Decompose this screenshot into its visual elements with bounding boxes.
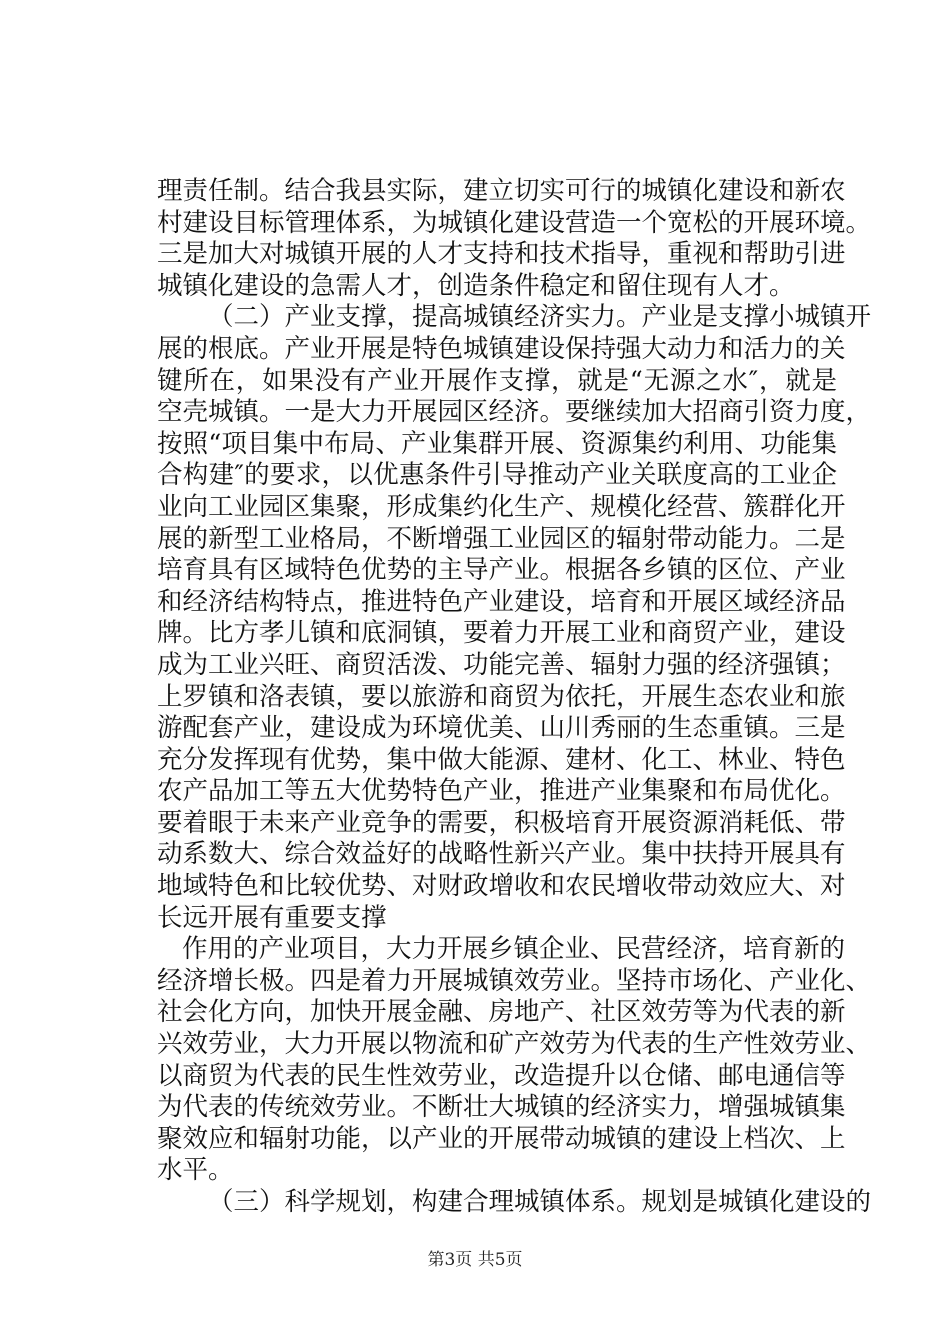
page-number-footer: 第3页 共5页 (427, 1250, 523, 1270)
text-line: 兴效劳业，大力开展以物流和矿产效劳为代表的生产性效劳业、 (157, 1029, 872, 1060)
text-line: 为代表的传统效劳业。不断壮大城镇的经济实力，增强城镇集 (157, 1092, 846, 1123)
text-line: 社会化方向，加快开展金融、房地产、社区效劳等为代表的新 (157, 997, 846, 1028)
text-line: 经济增长极。四是着力开展城镇效劳业。坚持市场化、产业化、 (157, 965, 872, 996)
text-line: 合构建″的要求，以优惠条件引导推动产业关联度高的工业企 (157, 460, 837, 491)
text-line: 长远开展有重要支撑 (157, 902, 387, 933)
text-line: 村建设目标管理体系，为城镇化建设营造一个宽松的开展环境。 (157, 207, 872, 238)
text-line: 上罗镇和洛表镇，要以旅游和商贸为依托，开展生态农业和旅 (157, 681, 846, 712)
text-line: 展的根底。产业开展是特色城镇建设保持强大动力和活力的关 (157, 333, 846, 364)
text-line: 键所在，如果没有产业开展作支撑，就是“无源之水″，就是 (157, 365, 837, 396)
text-line: 游配套产业，建设成为环境优美、山川秀丽的生态重镇。三是 (157, 713, 846, 744)
text-line: 三是加大对城镇开展的人才支持和技术指导，重视和帮助引进 (157, 239, 846, 270)
text-line: 展的新型工业格局，不断增强工业园区的辐射带动能力。二是 (157, 523, 846, 554)
text-line: 动系数大、综合效益好的战略性新兴产业。集中扶持开展具有 (157, 839, 846, 870)
text-line: 水平。 (157, 1155, 234, 1186)
text-line: 培育具有区域特色优势的主导产业。根据各乡镇的区位、产业 (157, 555, 846, 586)
text-line: 和经济结构特点，推进特色产业建设，培育和开展区域经济品 (157, 586, 846, 617)
text-line: 按照“项目集中布局、产业集群开展、资源集约利用、功能集 (157, 428, 837, 459)
text-line: 牌。比方孝儿镇和底洞镇，要着力开展工业和商贸产业，建设 (157, 618, 846, 649)
text-line: 聚效应和辐射功能，以产业的开展带动城镇的建设上档次、上 (157, 1123, 846, 1154)
text-line: 城镇化建设的急需人才，创造条件稳定和留住现有人才。 (157, 270, 795, 301)
text-line: 成为工业兴旺、商贸活泼、功能完善、辐射力强的经济强镇； (157, 649, 846, 680)
text-line: 农产品加工等五大优势特色产业，推进产业集聚和布局优化。 (157, 776, 846, 807)
body-text (157, 176, 872, 1219)
text-line: 充分发挥现有优势，集中做大能源、建材、化工、林业、特色 (157, 744, 846, 775)
text-line: 空壳城镇。一是大力开展园区经济。要继续加大招商引资力度， (157, 397, 872, 428)
text-line: （三）科学规划，构建合理城镇体系。规划是城镇化建设的 (208, 1187, 872, 1217)
text-line: 地域特色和比较优势、对财政增收和农民增收带动效应大、对 (157, 871, 846, 902)
text-line: 理责任制。结合我县实际，建立切实可行的城镇化建设和新农 (157, 176, 846, 206)
text-line: 以商贸为代表的民生性效劳业，改造提升以仓储、邮电通信等 (157, 1060, 846, 1091)
text-line: 作用的产业项目，大力开展乡镇企业、民营经济，培育新的 (182, 934, 846, 965)
text-line: 业向工业园区集聚，形成集约化生产、规模化经营、簇群化开 (157, 491, 846, 522)
text-line: 要着眼于未来产业竞争的需要，积极培育开展资源消耗低、带 (157, 807, 846, 838)
text-line: （二）产业支撑，提高城镇经济实力。产业是支撑小城镇开 (208, 302, 872, 333)
